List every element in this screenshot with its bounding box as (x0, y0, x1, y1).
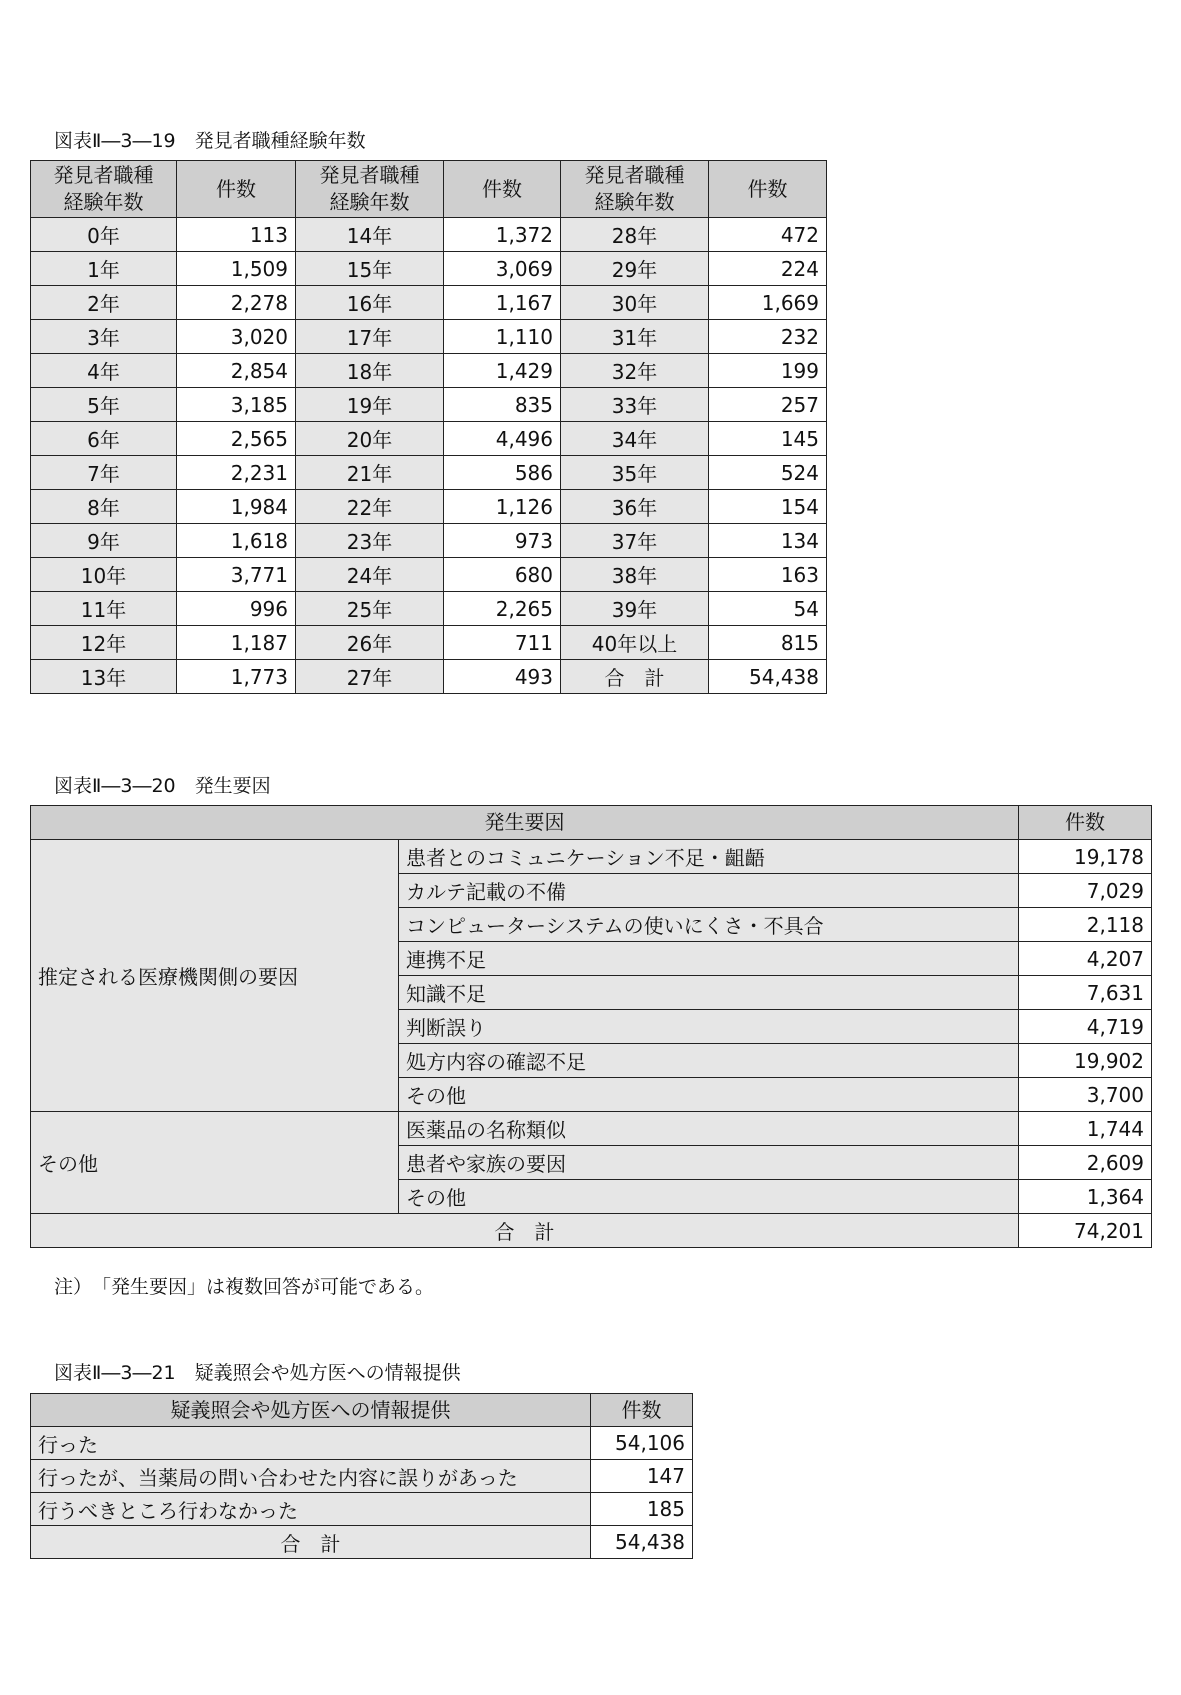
years-cell: 12年 (31, 626, 177, 660)
years-cell: 34年 (561, 422, 709, 456)
count-cell: 680 (444, 558, 561, 592)
years-cell: 39年 (561, 592, 709, 626)
table-row (31, 286, 827, 320)
count-cell: 4,496 (444, 422, 561, 456)
years-cell: 3年 (31, 320, 177, 354)
count-cell: 2,565 (177, 422, 296, 456)
years-cell: 28年 (561, 218, 709, 252)
count-cell: 996 (177, 592, 296, 626)
table-row (31, 218, 827, 252)
fig20-note: 注） 「発生要因」は複数回答が可能である。 (54, 1276, 435, 1298)
count-cell: 1,167 (444, 286, 561, 320)
factor-cell: 患者とのコミュニケーション不足・齟齬 (399, 840, 1019, 874)
years-cell: 15年 (296, 252, 444, 286)
count-cell: 524 (709, 456, 827, 490)
table-row (31, 456, 827, 490)
count-cell: 163 (709, 558, 827, 592)
inquiry-info-table (30, 1393, 693, 1559)
years-cell: 19年 (296, 388, 444, 422)
table-row (31, 388, 827, 422)
total-value: 74,201 (1019, 1214, 1152, 1248)
header-count: 件数 (444, 161, 561, 218)
count-cell: 2,854 (177, 354, 296, 388)
table-row (31, 592, 827, 626)
count-cell: 2,609 (1019, 1146, 1152, 1180)
years-cell: 35年 (561, 456, 709, 490)
header-count: 件数 (177, 161, 296, 218)
count-cell: 3,185 (177, 388, 296, 422)
years-cell: 17年 (296, 320, 444, 354)
count-cell: 1,669 (709, 286, 827, 320)
years-cell: 21年 (296, 456, 444, 490)
factor-cell: 連携不足 (399, 942, 1019, 976)
header-years-line2: 経験年数 (594, 190, 675, 214)
count-cell: 54 (709, 592, 827, 626)
count-cell: 1,126 (444, 490, 561, 524)
group-cell: その他 (31, 1112, 399, 1214)
years-cell: 4年 (31, 354, 177, 388)
factor-cell: その他 (399, 1078, 1019, 1112)
count-cell: 2,118 (1019, 908, 1152, 942)
years-cell: 30年 (561, 286, 709, 320)
years-cell: 6年 (31, 422, 177, 456)
count-cell: 4,207 (1019, 942, 1152, 976)
count-cell: 815 (709, 626, 827, 660)
table-row (31, 422, 827, 456)
count-cell: 145 (709, 422, 827, 456)
table-row (31, 252, 827, 286)
count-cell: 3,700 (1019, 1078, 1152, 1112)
count-cell: 2,278 (177, 286, 296, 320)
count-cell: 19,902 (1019, 1044, 1152, 1078)
years-cell: 31年 (561, 320, 709, 354)
count-cell: 1,509 (177, 252, 296, 286)
count-cell: 3,771 (177, 558, 296, 592)
fig20-title: 図表Ⅱ―3―20 発生要因 (54, 775, 271, 797)
count-cell: 1,372 (444, 218, 561, 252)
factor-cell: 判断誤り (399, 1010, 1019, 1044)
factor-cell: 知識不足 (399, 976, 1019, 1010)
table-row (31, 558, 827, 592)
table-row (31, 524, 827, 558)
years-cell: 18年 (296, 354, 444, 388)
count-cell: 835 (444, 388, 561, 422)
item-cell: 行ったが、当薬局の問い合わせた内容に誤りがあった (31, 1460, 591, 1493)
years-cell: 27年 (296, 660, 444, 694)
years-cell: 9年 (31, 524, 177, 558)
count-cell: 3,020 (177, 320, 296, 354)
count-cell: 3,069 (444, 252, 561, 286)
count-cell: 1,429 (444, 354, 561, 388)
years-cell: 20年 (296, 422, 444, 456)
count-cell: 224 (709, 252, 827, 286)
table-row (31, 840, 1152, 874)
count-cell: 19,178 (1019, 840, 1152, 874)
count-cell: 1,364 (1019, 1180, 1152, 1214)
count-cell: 113 (177, 218, 296, 252)
count-cell: 7,029 (1019, 874, 1152, 908)
count-cell: 472 (709, 218, 827, 252)
count-cell: 154 (709, 490, 827, 524)
header-item: 疑義照会や処方医への情報提供 (31, 1394, 591, 1427)
years-cell: 1年 (31, 252, 177, 286)
years-cell: 29年 (561, 252, 709, 286)
count-cell: 54,438 (709, 660, 827, 694)
header-years-line1: 発見者職種 (53, 163, 154, 187)
count-cell: 134 (709, 524, 827, 558)
years-cell: 22年 (296, 490, 444, 524)
table-row (31, 354, 827, 388)
years-cell: 24年 (296, 558, 444, 592)
header-count: 件数 (591, 1394, 693, 1427)
group-cell: 推定される医療機関側の要因 (31, 840, 399, 1112)
table-row (31, 660, 827, 694)
years-cell: 40年以上 (561, 626, 709, 660)
count-cell: 1,187 (177, 626, 296, 660)
years-cell: 10年 (31, 558, 177, 592)
experience-years-table (30, 160, 827, 694)
years-cell: 2年 (31, 286, 177, 320)
count-cell: 199 (709, 354, 827, 388)
count-cell: 54,106 (591, 1427, 693, 1460)
years-cell: 5年 (31, 388, 177, 422)
header-years-line1: 発見者職種 (319, 163, 420, 187)
header-years-line1: 発見者職種 (584, 163, 685, 187)
years-cell: 32年 (561, 354, 709, 388)
header-years (31, 161, 177, 218)
years-cell: 23年 (296, 524, 444, 558)
item-cell: 行うべきところ行わなかった (31, 1493, 591, 1526)
total-label: 合 計 (31, 1526, 591, 1559)
item-cell: 行った (31, 1427, 591, 1460)
header-years (296, 161, 444, 218)
header-count: 件数 (1019, 806, 1152, 840)
count-cell: 2,265 (444, 592, 561, 626)
header-years (561, 161, 709, 218)
table-row (31, 1493, 693, 1526)
years-cell: 16年 (296, 286, 444, 320)
years-cell: 25年 (296, 592, 444, 626)
factor-cell: 医薬品の名称類似 (399, 1112, 1019, 1146)
years-cell: 26年 (296, 626, 444, 660)
table-row (31, 1460, 693, 1493)
years-cell: 37年 (561, 524, 709, 558)
header-factor: 発生要因 (31, 806, 1019, 840)
occurrence-factors-table (30, 805, 1152, 1248)
count-cell: 586 (444, 456, 561, 490)
factor-cell: コンピューターシステムの使いにくさ・不具合 (399, 908, 1019, 942)
count-cell: 2,231 (177, 456, 296, 490)
total-row (31, 1526, 693, 1559)
years-cell: 38年 (561, 558, 709, 592)
count-cell: 1,744 (1019, 1112, 1152, 1146)
count-cell: 232 (709, 320, 827, 354)
count-cell: 1,618 (177, 524, 296, 558)
table-row (31, 1427, 693, 1460)
count-cell: 711 (444, 626, 561, 660)
fig21-title: 図表Ⅱ―3―21 疑義照会や処方医への情報提供 (54, 1362, 461, 1384)
header-count: 件数 (709, 161, 827, 218)
fig19-title: 図表Ⅱ―3―19 発見者職種経験年数 (54, 130, 366, 152)
total-row (31, 1214, 1152, 1248)
count-cell: 1,110 (444, 320, 561, 354)
years-cell: 8年 (31, 490, 177, 524)
table-row (31, 1112, 1152, 1146)
factor-cell: カルテ記載の不備 (399, 874, 1019, 908)
count-cell: 147 (591, 1460, 693, 1493)
total-value: 54,438 (591, 1526, 693, 1559)
years-cell: 33年 (561, 388, 709, 422)
header-years-line2: 経験年数 (329, 190, 410, 214)
count-cell: 257 (709, 388, 827, 422)
years-cell: 14年 (296, 218, 444, 252)
count-cell: 185 (591, 1493, 693, 1526)
count-cell: 7,631 (1019, 976, 1152, 1010)
table-row (31, 490, 827, 524)
table-row (31, 626, 827, 660)
years-cell: 36年 (561, 490, 709, 524)
factor-cell: その他 (399, 1180, 1019, 1214)
years-cell: 0年 (31, 218, 177, 252)
years-cell: 11年 (31, 592, 177, 626)
total-label: 合 計 (31, 1214, 1019, 1248)
years-cell: 合 計 (561, 660, 709, 694)
years-cell: 7年 (31, 456, 177, 490)
factor-cell: 患者や家族の要因 (399, 1146, 1019, 1180)
count-cell: 4,719 (1019, 1010, 1152, 1044)
table-row (31, 320, 827, 354)
factor-cell: 処方内容の確認不足 (399, 1044, 1019, 1078)
count-cell: 1,773 (177, 660, 296, 694)
count-cell: 973 (444, 524, 561, 558)
years-cell: 13年 (31, 660, 177, 694)
count-cell: 493 (444, 660, 561, 694)
header-years-line2: 経験年数 (63, 190, 144, 214)
count-cell: 1,984 (177, 490, 296, 524)
